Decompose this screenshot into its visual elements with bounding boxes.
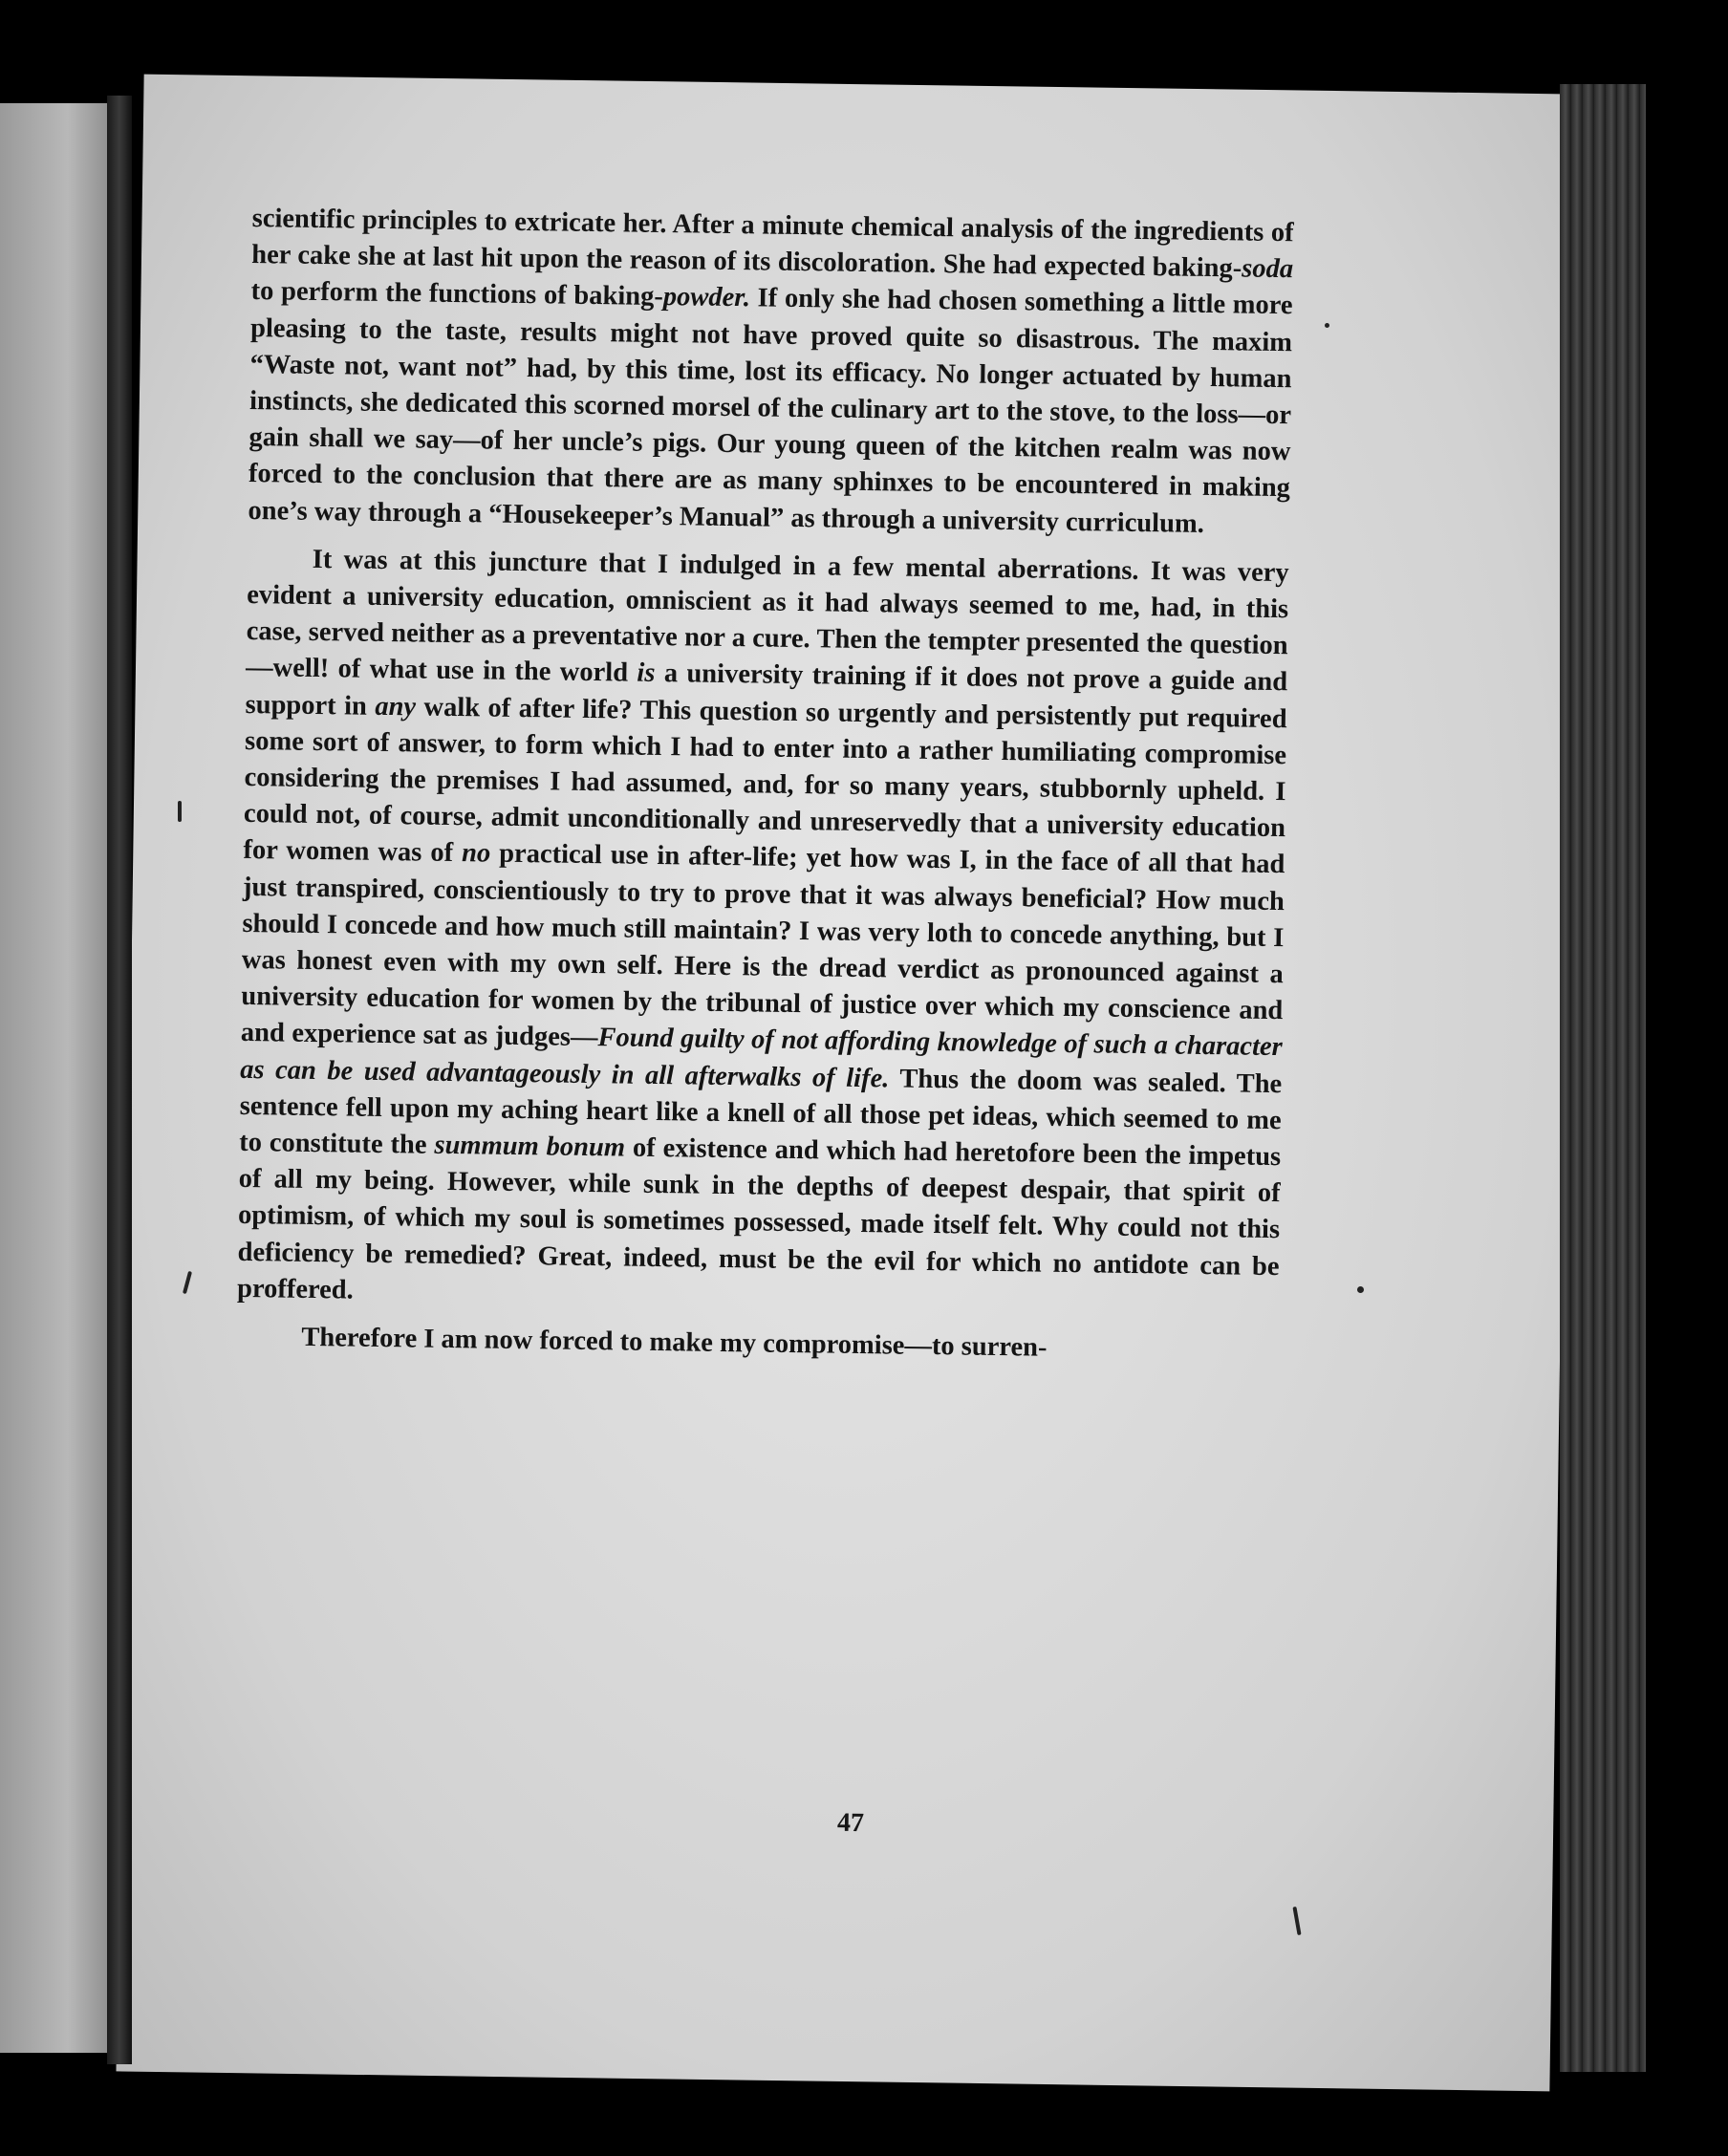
paragraph: [248, 201, 1294, 544]
text-run: Therefore I am now forced to make my compromise—to surren-: [301, 1322, 1048, 1363]
italic-text: soda: [1242, 253, 1294, 285]
page-stack-edge: [1560, 84, 1646, 2072]
italic-text: Found guilty of not affording knowledge of such a character as can be used advantageously in all afterwalks of life.: [240, 1023, 1283, 1094]
text-run: scientific principles to extricate her. After a minute chemical analysis of the ingredients of her cake she at last hit upon the reason of its discoloration. She had expected baking-: [250, 203, 1294, 284]
text-run: walk of after life? This question so urgently and persistently put required some sort of answer, to form which I had to enter into a rather humiliating compromise considering the premises I had assumed, and, for so many years, stubbornly upheld. I could not, of course, admit unconditionally and unreservedly that a university education for women was of: [243, 692, 1287, 869]
text-run: to perform the functions of baking-: [250, 276, 664, 313]
scan-speck: [1357, 1286, 1364, 1293]
italic-text: powder.: [662, 282, 751, 313]
page-number: 47: [836, 1807, 865, 1839]
book-gutter: [107, 96, 132, 2064]
italic-text: any: [375, 691, 417, 722]
italic-text: summum bonum: [434, 1130, 626, 1163]
italic-text: no: [461, 838, 491, 869]
text-run: of existence and which had heretofore been the impetus of all my being. However, while sunk in the depths of deepest despair, that spirit of optimism, of which my soul is sometimes possessed, made itself felt. Why could not this deficiency be remedied? Great, indeed, must be the evil for which no antidote can be proffered.: [236, 1132, 1282, 1305]
text-run: If only she had chosen something a little more pleasing to the taste, results might not have proved quite so disastrous. The maxim “Waste not, want not” had, by this time, lost its efficacy. No longer actuated by human instincts, she dedicated this scorned morsel of the culinary art to the stove, to the loss—or gain shall we say—of her uncle’s pigs. Our young queen of the kitchen realm was now forced to the conclusion that there are as many sphinxes to be encountered in making one’s way through a “Housekeeper’s Manual” as through a university curriculum.: [248, 283, 1293, 539]
paragraph: [237, 541, 1289, 1322]
facing-page-edge: [0, 103, 113, 2053]
italic-text: is: [637, 658, 656, 689]
scan-speck: [1325, 323, 1329, 328]
body-text: [236, 201, 1294, 1369]
text-run: It was at this juncture that I indulged in a few mental aberrations. It was very evident a university education, omniscient as it had always seemed to me, had, in this case, served neither as a preventative nor a cure. Then the tempter presented the question—well! of what use in the world: [245, 544, 1289, 689]
text-run: a university training if it does not prove a guide and support in: [245, 658, 1288, 722]
scan-speck: [178, 801, 182, 822]
text-run: practical use in after-life; yet how was I, in the face of all that had just transpired, conscientiously to try to prove that it was always beneficial? How much should I concede and how much still maintain? I was very loth to concede anything, but I was honest even with my own self. Here is the dread verdict as pronounced against a university education for women by the tribunal of justice over which my conscience and and experience sat as judges—: [240, 839, 1285, 1053]
text-run: Thus the doom was sealed. The sentence fell upon my aching heart like a knell of all those pet ideas, which seemed to me to constitute the: [239, 1064, 1283, 1160]
